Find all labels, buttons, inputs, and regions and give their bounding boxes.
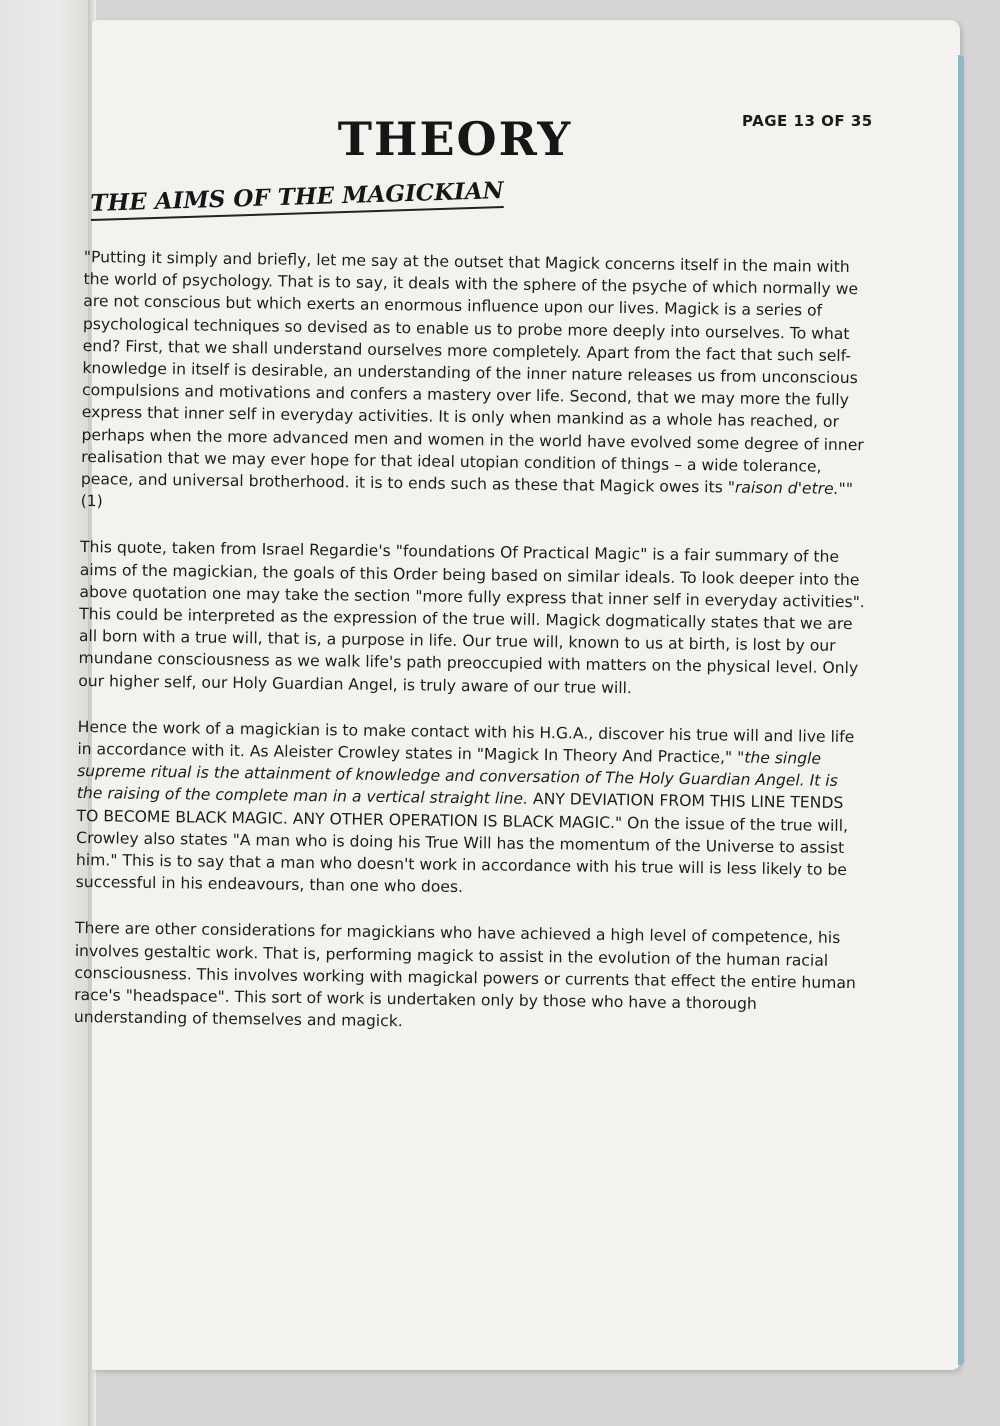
paragraph-true-will <box>76 716 868 904</box>
paragraph-text: ANY DEVIATION FROM THIS LINE TENDS TO BECOME BLACK MAGIC. ANY OTHER OPERATION IS BLACK MAGIC." On the issue of the true will, Crowley also states "A man who is doing his True Will has the momentum of the Universe to assist him." This is to say that a man who doesn't work in accordance with his true will is less likely to be successful in his endeavours, than one who does. <box>75 790 849 897</box>
paragraph-gestaltic <box>74 917 865 1038</box>
paragraph-quote <box>81 246 874 523</box>
paragraph-text: There are other considerations for magickians who have achieved a high level of competence, his involves gestaltic work. That is, performing magick to assist in the evolution of the human racial consciousness. This involves working with magickal powers or currents that effect the entire human race's "headspace". This sort of work is undertaken only by those who have a thorough understanding of themselves and magick. <box>73 919 857 1031</box>
page-title: THEORY <box>337 112 573 166</box>
section-heading: THE AIMS OF THE MAGICKIAN <box>90 177 504 221</box>
paragraph-text: "Putting it simply and briefly, let me say at the outset that Magick concerns itself in the main with the world of psychology. That is to say, it deals with the sphere of the psyche of which normally we are not conscious but which exerts an enormous influence upon our lives. Magick is a series of psychological techniques so devised as to enable us to probe more deeply into ourselves. To what end? First, that we shall understand ourselves more completely. Apart from the fact that such self-knowledge in itself is desirable, an understanding of the inner nature releases us from unconscious compulsions and motivations and confers a mastery over life. Second, that we may more the fully express that inner self in everyday activities. It is only when mankind as a whole has reached, or perhaps when the more advanced men and women in the world have evolved some degree of inner realisation that we may ever hope for that ideal utopian condition of things – a wide tolerance, peace, and universal brotherhood. it is to ends such as these that Magick owes its " <box>80 247 864 497</box>
paragraph-text: This quote, taken from Israel Regardie's "foundations Of Practical Magic" is a fair summary of the aims of the magickian, the goals of this Order being based on similar ideals. To look deeper into the above quotation one may take the section "more fully express that inner self in everyday activities". This could be interpreted as the expression of the true will. Magick dogmatically states that we are all born with a true will, that is, a purpose in life. Our true will, known to us at birth, is lost by our mundane consciousness as we walk life's path preoccupied with matters on the physical level. Only our higher self, our Holy Guardian Angel, is truly aware of our true will. <box>78 538 865 697</box>
body-text <box>73 246 873 1063</box>
footnote-reference: ""(1) <box>80 479 854 511</box>
page-number: PAGE 13 OF 35 <box>742 112 873 130</box>
paragraph-summary <box>78 536 870 702</box>
paragraph-text: Hence the work of a magickian is to make contact with his H.G.A., discover his true will and live life in accordance with it. As Aleister Crowley states in "Magick In Theory And Practice," " <box>77 717 855 767</box>
italic-phrase: raison d'etre. <box>734 478 839 498</box>
italic-quote: the single supreme ritual is the attainment of knowledge and conversation of The Holy Guardian Angel. It is the raising of the complete man in a vertical straight line. <box>76 748 838 809</box>
page-edge <box>958 55 964 1365</box>
